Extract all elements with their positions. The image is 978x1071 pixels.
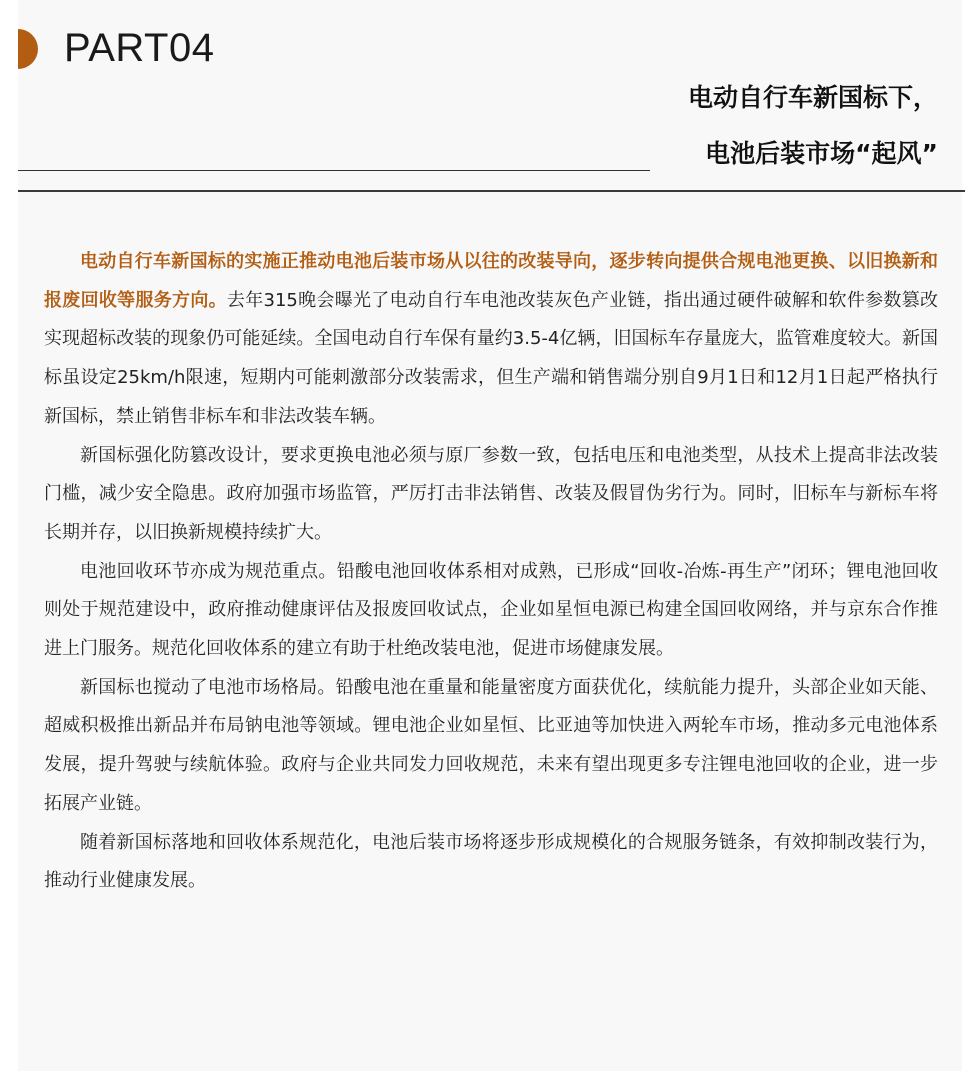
section-divider [18, 190, 965, 192]
section-title-line-2: 电池后装市场“起风” [705, 139, 938, 168]
paragraph-4: 新国标也搅动了电池市场格局。铅酸电池在重量和能量密度方面获优化，续航能力提升，头部企业如天能、超威积极推出新品并布局钠电池等领域。锂电池企业如星恒、比亚迪等加快进入两轮车市场，推动多元电池体系发展，提升驾驶与续航体验。政府与企业共同发力回收规范，未来有望出现更多专注锂电池回收的企业，进一步拓展产业链。 [44, 676, 938, 814]
title-underline [18, 170, 650, 171]
paragraph-2: 新国标强化防篡改设计，要求更换电池必须与原厂参数一致，包括电压和电池类型，从技术上提高非法改装门槛，减少安全隐患。政府加强市场监管，严厉打击非法销售、改装及假冒伪劣行为。同时，旧标车与新标车将长期并存，以旧换新规模持续扩大。 [44, 444, 938, 543]
paragraph-1 [44, 243, 938, 437]
part-label: PART04 [64, 26, 215, 70]
paragraph-1-text: 去年315晚会曝光了电动自行车电池改装灰色产业链，指出通过硬件破解和软件参数篡改实现超标改装的现象仍可能延续。全国电动自行车保有量约3.5-4亿辆，旧国标车存量庞大，监管难度较大。新国标虽设定25km/h限速，短期内可能刺激部分改装需求，但生产端和销售端分别自9月1日和12月1日起严格执行新国标，禁止销售非标车和非法改装车辆。 [44, 289, 938, 427]
article-body [44, 243, 938, 901]
paragraph-5: 随着新国标落地和回收体系规范化，电池后装市场将逐步形成规模化的合规服务链条，有效抑制改装行为，推动行业健康发展。 [44, 831, 938, 892]
paragraph-1-highlight: 电动自行车新国标的实施正推动电池后装市场从以往的改装导向，逐步转向提供合规电池更换、以旧换新和报废回收等服务方向。 [44, 251, 938, 311]
section-title-line-1: 电动自行车新国标下， [687, 83, 938, 112]
paragraph-3: 电池回收环节亦成为规范重点。铅酸电池回收体系相对成熟，已形成“回收-冶炼-再生产”闭环；锂电池回收则处于规范建设中，政府推动健康评估及报废回收试点，企业如星恒电源已构建全国回收网络，并与京东合作推进上门服务。规范化回收体系的建立有助于杜绝改装电池，促进市场健康发展。 [44, 560, 938, 660]
